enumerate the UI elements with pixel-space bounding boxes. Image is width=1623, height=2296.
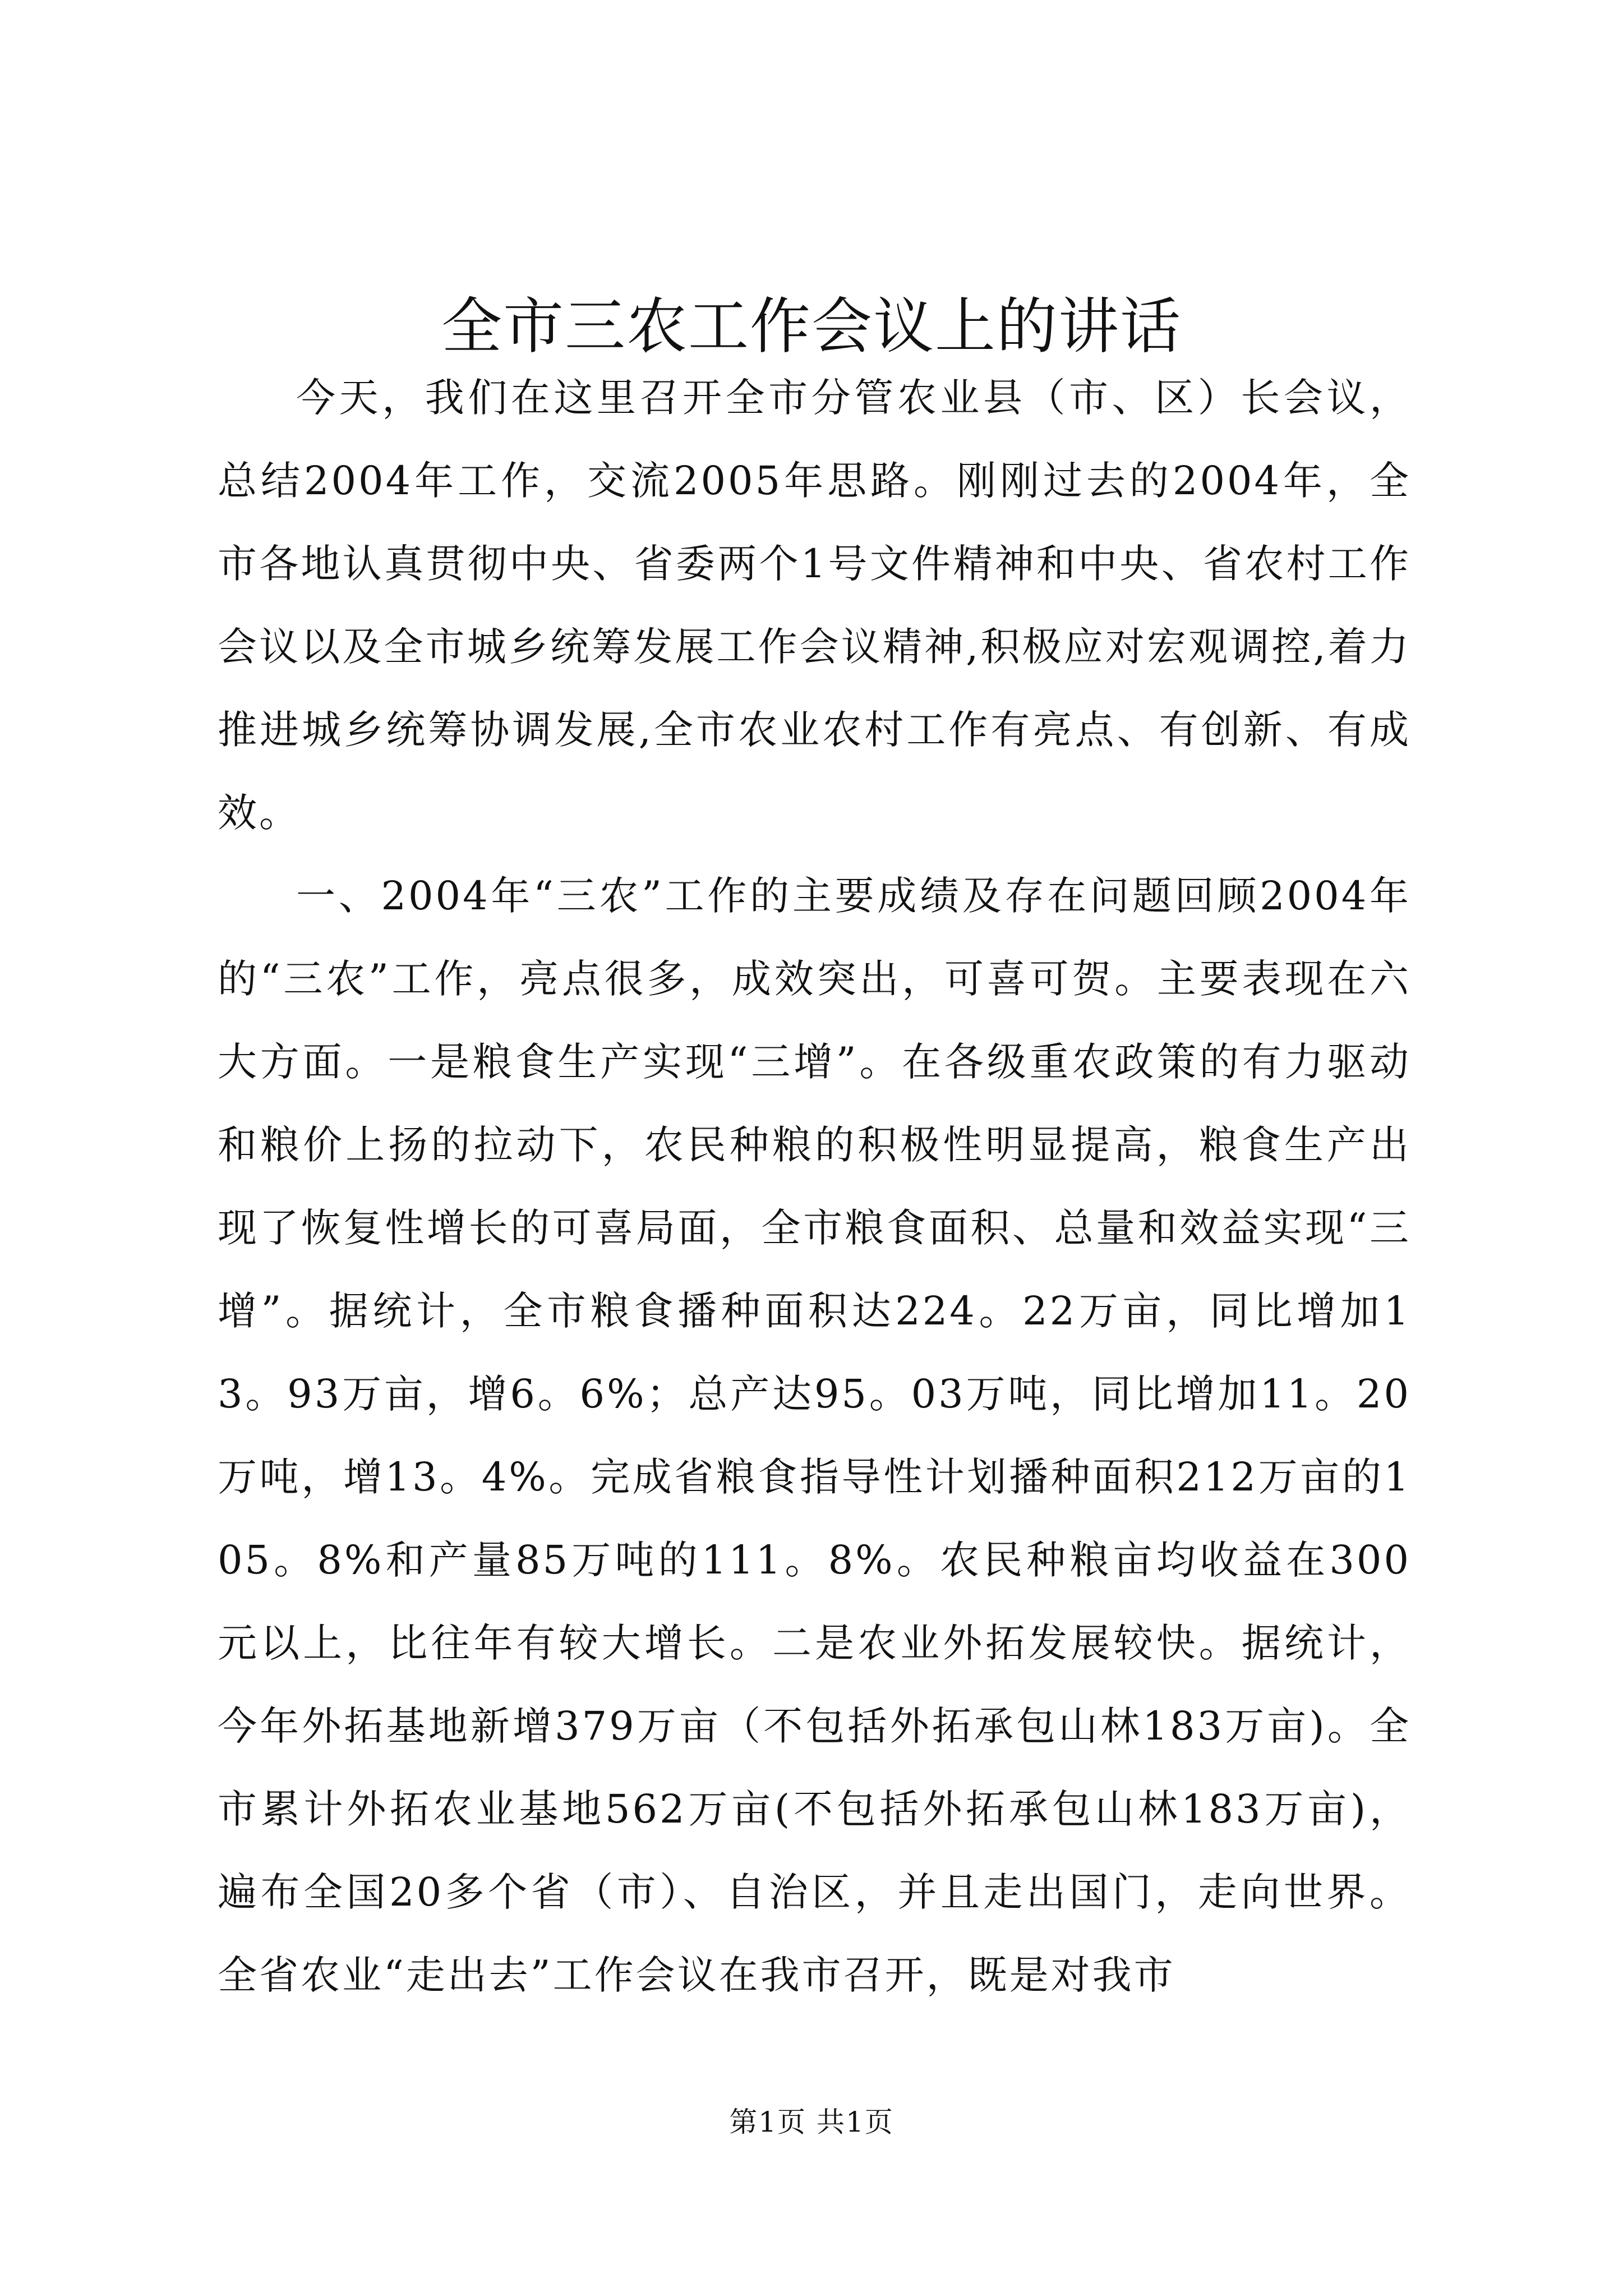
document-title: 全市三农工作会议上的讲话 xyxy=(441,292,1182,362)
page-footer: 第1页 共1页 xyxy=(729,2106,894,2138)
paragraph-intro: 今天，我们在这里召开全市分管农业县（市、区）长会议，总结2004年工作，交流2005年思路。刚刚过去的2004年，全市各地认真贯彻中央、省委两个1号文件精神和中央、省农村工作会议以及全市城乡统筹发展工作会议精神,积极应对宏观调控,着力推进城乡统筹协调发展,全市农业农村工作有亮点、有创新、有成效。 xyxy=(218,375,1411,836)
paragraph-section-one: 一、2004年“三农”工作的主要成绩及存在问题回顾2004年的“三农”工作，亮点很多，成效突出，可喜可贺。主要表现在六大方面。一是粮食生产实现“三增”。在各级重农政策的有力驱动和粮价上扬的拉动下，农民种粮的积极性明显提高，粮食生产出现了恢复性增长的可喜局面，全市粮食面积、总量和效益实现“三增”。据统计，全市粮食播种面积达224。22万亩，同比增加13。93万亩，增6。6%；总产达95。03万吨，同比增加11。20万吨，增13。4%。完成省粮食指导性计划播种面积212万亩的105。8%和产量85万吨的111。8%。农民种粮亩均收益在300元以上，比往年有较大增长。二是农业外拓发展较快。据统计，今年外拓基地新增379万亩（不包括外拓承包山林183万亩)。全市累计外拓农业基地562万亩(不包括外拓承包山林183万亩)，遍布全国20多个省（市）、自治区，并且走出国门，走向世界。全省农业“走出去”工作会议在我市召开，既是对我市 xyxy=(218,873,1411,1998)
document-body xyxy=(218,356,1411,2017)
